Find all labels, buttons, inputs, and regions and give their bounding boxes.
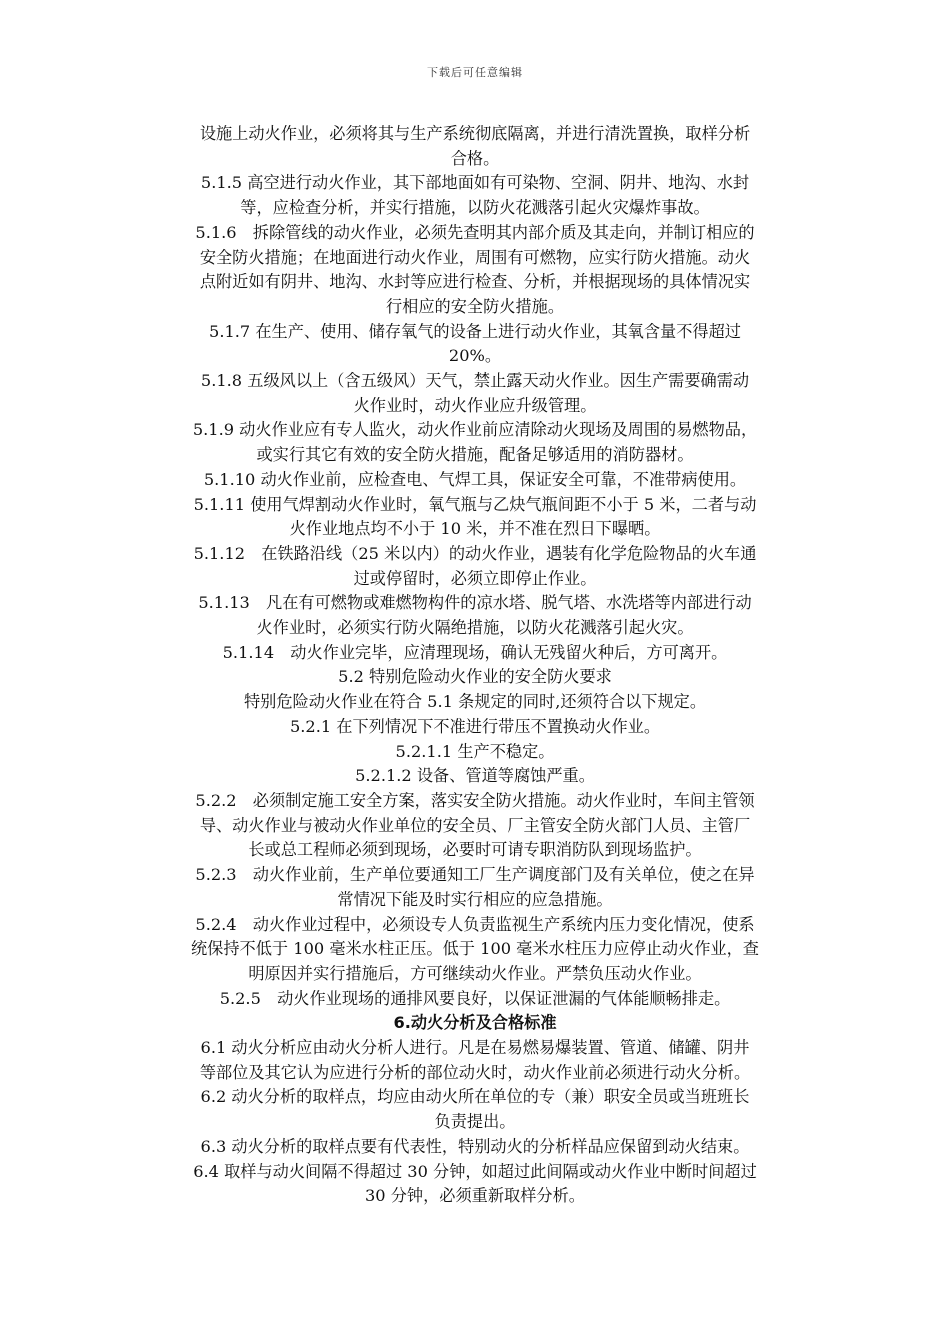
text-line: 过或停留时，必须立即停止作业。 [353,568,597,588]
text-line: 明原因并实行措施后，方可继续动火作业。严禁负压动火作业。 [248,963,702,983]
text-line: 负责提出。 [434,1112,516,1132]
text-line: 5.1.7 在生产、使用、储存氧气的设备上进行动火作业，其氧含量不得超过 [209,321,741,341]
text-line: 20%。 [448,346,502,366]
text-line: 行相应的安全防火措施。 [385,296,565,316]
text-line: 6.1 动火分析应由动火分析人进行。凡是在易燃易爆装置、管道、储罐、阴井 [200,1038,750,1058]
text-line: 5.2 特别危险动火作业的安全防火要求 [338,667,612,687]
text-line: 6.3 动火分析的取样点要有代表性，特别动火的分析样品应保留到动火结束。 [200,1136,750,1156]
text-line: 5.1.6 拆除管线的动火作业，必须先查明其内部介质及其走向，并制订相应的 [195,222,755,242]
text-line: 5.1.14 动火作业完毕，应清理现场，确认无残留火种后，方可离开。 [222,642,728,662]
text-line: 6.4 取样与动火间隔不得超过 30 分钟，如超过此间隔或动火作业中断时间超过 [193,1161,757,1181]
text-line: 6.2 动火分析的取样点，均应由动火所在单位的专（兼）职安全员或当班班长 [200,1087,750,1107]
text-line: 5.2.1.2 设备、管道等腐蚀严重。 [355,766,595,786]
text-line: 特别危险动火作业在符合 5.1 条规定的同时,还须符合以下规定。 [243,692,707,712]
text-line: 等，应检查分析，并实行措施，以防火花溅落引起火灾爆炸事故。 [240,198,710,218]
text-line: 长或总工程师必须到现场，必要时可请专职消防队到现场监护。 [248,840,702,860]
section-heading: 6.动火分析及合格标准 [393,1013,557,1033]
text-line: 5.1.11 使用气焊割动火作业时，氧气瓶与乙炔气瓶间距不小于 5 米，二者与动 [193,494,757,514]
text-line: 30 分钟，必须重新取样分析。 [365,1186,585,1206]
page-header: 下载后可任意编辑 [427,66,523,79]
text-line: 或实行其它有效的安全防火措施，配备足够适用的消防器材。 [256,445,694,465]
text-line: 5.2.5 动火作业现场的通排风要良好，以保证泄漏的气体能顺畅排走。 [219,988,731,1008]
text-line: 等部位及其它认为应进行分析的部位动火时，动火作业前必须进行动火分析。 [199,1062,751,1082]
text-line: 5.1.12 在铁路沿线（25 米以内）的动火作业，遇装有化学危险物品的火车通 [193,543,757,563]
text-line: 合格。 [450,148,500,168]
text-line: 火作业时，动火作业应升级管理。 [353,395,597,415]
text-line: 5.2.2 必须制定施工安全方案，落实安全防火措施。动火作业时，车间主管领 [195,790,755,810]
text-line: 设施上动火作业，必须将其与生产系统彻底隔离，并进行清洗置换，取样分析 [199,124,751,143]
text-line: 5.1.5 高空进行动火作业，其下部地面如有可染物、空洞、阴井、地沟、水封 [200,173,750,193]
text-line: 5.2.3 动火作业前，生产单位要通知工厂生产调度部门及有关单位，使之在异 [195,865,755,885]
text-line: 5.1.13 凡在有可燃物或难燃物构件的凉水塔、脱气塔、水洗塔等内部进行动 [198,593,752,613]
text-line: 安全防火措施；在地面进行动火作业，周围有可燃物，应实行防火措施。动火 [199,247,751,267]
document-body [140,122,810,1209]
text-line: 统保持不低于 100 毫米水柱正压。低于 100 毫米水柱压力应停止动火作业，查 [191,939,759,959]
text-line: 5.2.1.1 生产不稳定。 [395,741,555,761]
text-line: 5.1.8 五级风以上（含五级风）天气，禁止露天动火作业。因生产需要确需动 [200,371,750,391]
text-line: 5.1.9 动火作业应有专人监火，动火作业前应清除动火现场及周围的易燃物品， [192,420,758,440]
text-line: 常情况下能及时实行相应的应急措施。 [337,889,613,909]
text-line: 火作业地点均不小于 10 米，并不准在烈日下曝晒。 [289,519,661,539]
text-line: 5.1.10 动火作业前，应检查电、气焊工具，保证安全可靠，不准带病使用。 [203,469,747,489]
text-line: 导、动火作业与被动火作业单位的安全员、厂主管安全防火部门人员、主管厂 [199,815,751,835]
text-line: 点附近如有阴井、地沟、水封等应进行检查、分析，并根据现场的具体情况实 [199,272,751,292]
text-line: 火作业时，必须实行防火隔绝措施，以防火花溅落引起火灾。 [256,618,694,638]
text-line: 5.2.1 在下列情况下不准进行带压不置换动火作业。 [289,716,661,736]
text-line: 5.2.4 动火作业过程中，必须设专人负责监视生产系统内压力变化情况，使系 [195,914,755,934]
